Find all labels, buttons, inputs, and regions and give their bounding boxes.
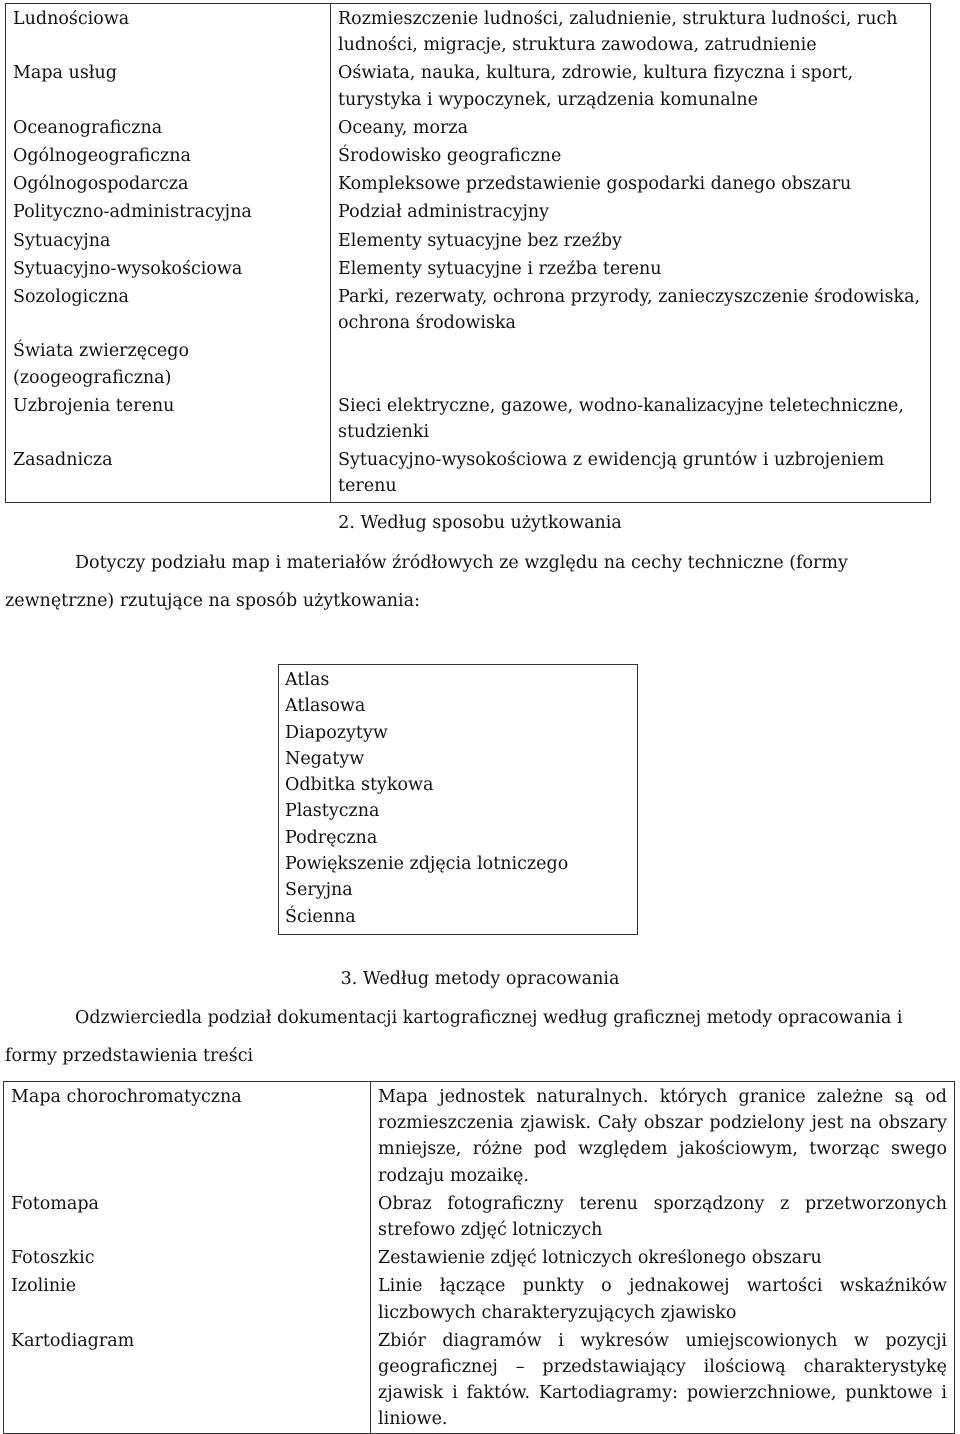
list-item: Odbitka stykowa: [285, 775, 434, 796]
paragraph-line: formy przedstawienia treści: [5, 1046, 254, 1066]
list-item: Negatyw: [285, 748, 365, 769]
list-item: Atlasowa: [285, 696, 366, 717]
description-cell: Sieci elektryczne, gazowe, wodno-kanalizacyjne teletechniczne, studzienki: [338, 395, 904, 443]
table-row: [4, 1243, 955, 1271]
map-types-table-method: [3, 1081, 955, 1434]
table-row: [6, 4, 931, 59]
description-cell: Mapa jednostek naturalnych. których granice zależne są od rozmieszczenia zjawisk. Cały obszar podzielony jest na obszary mniejsze, różne pod względem jakościowym, tworząc swego rodzaju mozaikę.: [378, 1087, 947, 1186]
table-row: [6, 391, 931, 445]
term-cell: Fotomapa: [4, 1189, 371, 1243]
term-cell: Oceanograficzna: [6, 113, 331, 141]
list-item: Diapozytyw: [285, 722, 388, 743]
description-cell: Linie łączące punkty o jednakowej wartości wskaźników liczbowych charakteryzujących zjawisko: [378, 1276, 947, 1323]
term-cell: Mapa chorochromatyczna: [4, 1082, 371, 1189]
section-3-heading: 3. Według metody opracowania: [340, 969, 620, 989]
list-item: Podręczna: [285, 827, 378, 848]
table-row: [6, 169, 931, 197]
term-cell: Ogólnogeograficzna: [6, 141, 331, 169]
description-cell: Oświata, nauka, kultura, zdrowie, kultura fizyczna i sport, turystyka i wypoczynek, urządzenia komunalne: [338, 63, 854, 110]
paragraph-line: Odzwierciedla podział dokumentacji kartograficznej według graficznej metody opracowania i: [75, 1008, 903, 1028]
term-cell: Sozologiczna: [6, 282, 331, 336]
term-cell: Izolinie: [4, 1271, 371, 1325]
table-row: [4, 1271, 955, 1325]
usage-types-list: [278, 664, 638, 935]
list-item: Atlas: [285, 670, 330, 690]
description-cell: Kompleksowe przedstawienie gospodarki danego obszaru: [338, 174, 852, 195]
table-row: [6, 254, 931, 282]
table-row: [6, 445, 931, 502]
description-cell: Podział administracyjny: [338, 202, 550, 223]
table-row: [6, 336, 931, 390]
description-cell: Sytuacyjno-wysokościowa z ewidencją gruntów i uzbrojeniem terenu: [338, 450, 885, 497]
description-cell: Rozmieszczenie ludności, zaludnienie, struktura ludności, ruch ludności, migracje, struktura zawodowa, zatrudnienie: [338, 9, 898, 56]
term-cell: Sytuacyjna: [6, 226, 331, 254]
table-row: [6, 141, 931, 169]
table-row: [4, 1082, 955, 1189]
paragraph-line: zewnętrzne) rzutujące na sposób użytkowania:: [5, 591, 420, 611]
table-row: [6, 113, 931, 141]
section-2-heading: 2. Według sposobu użytkowania: [338, 513, 622, 533]
description-cell: Zbiór diagramów i wykresów umiejscowionych w pozycji geograficznej – przedstawiający ilościową charakterystykę zjawisk i faktów. Kartodiagramy: powierzchniowe, punktowe i liniowe.: [378, 1330, 947, 1430]
section-2-paragraph: [5, 544, 929, 620]
table-row: [6, 282, 931, 336]
term-cell: Fotoszkic: [4, 1243, 371, 1271]
description-cell: Oceany, morza: [338, 117, 469, 138]
term-cell: Uzbrojenia terenu: [6, 391, 331, 445]
table-row: [6, 197, 931, 225]
description-cell: Środowisko geograficzne: [338, 146, 562, 167]
list-item: Seryjna: [285, 880, 353, 901]
term-cell: Kartodiagram: [4, 1326, 371, 1433]
term-cell: Sytuacyjno-wysokościowa: [6, 254, 331, 282]
description-cell: Parki, rezerwaty, ochrona przyrody, zanieczyszczenie środowiska, ochrona środowiska: [338, 287, 921, 334]
term-cell: Zasadnicza: [6, 445, 331, 502]
term-cell: Polityczno-administracyjna: [6, 197, 331, 225]
description-cell: Elementy sytuacyjne bez rzeźby: [338, 230, 622, 251]
term-cell: Ludnościowa: [6, 4, 331, 59]
term-cell: Świata zwierzęcego (zoogeograficzna): [6, 336, 331, 390]
description-cell: [331, 336, 931, 390]
list-item: Powiększenie zdjęcia lotniczego: [285, 854, 569, 875]
list-item: Plastyczna: [285, 801, 380, 822]
paragraph-line: Dotyczy podziału map i materiałów źródłowych ze względu na cechy techniczne (formy: [75, 553, 848, 573]
term-cell: Ogólnogospodarcza: [6, 169, 331, 197]
term-cell: Mapa usług: [6, 58, 331, 112]
map-types-table-thematic: [5, 3, 931, 503]
description-cell: Zestawienie zdjęć lotniczych określonego obszaru: [378, 1248, 822, 1269]
section-3-paragraph: [5, 999, 929, 1075]
table-row: [6, 58, 931, 112]
table-row: [4, 1189, 955, 1243]
table-row: [4, 1326, 955, 1433]
description-cell: Elementy sytuacyjne i rzeźba terenu: [338, 258, 662, 279]
table-row: [6, 226, 931, 254]
list-item: Ścienna: [285, 906, 356, 927]
description-cell: Obraz fotograficzny terenu sporządzony z przetworzonych strefowo zdjęć lotniczych: [378, 1193, 947, 1241]
